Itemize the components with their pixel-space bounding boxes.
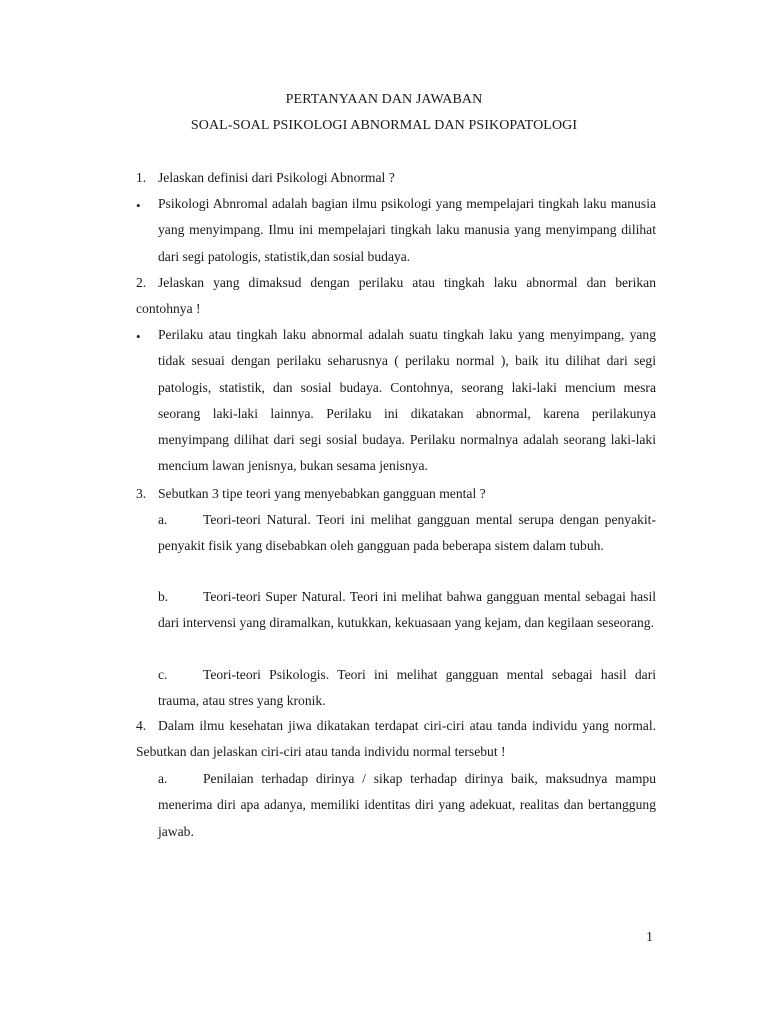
- answer-1-text: Psikologi Abnromal adalah bagian ilmu psikologi yang mempelajari tingkah laku manusia yang menyimpang. Ilmu ini mempelajari tingkah laku manusia yang menyimpang dilihat dari segi patologis, statistik,dan sosial budaya.: [158, 196, 656, 264]
- question-number: 1.: [136, 170, 147, 185]
- question-number: 3.: [136, 486, 147, 501]
- question-2-text: Jelaskan yang dimaksud dengan perilaku atau tingkah laku abnormal dan berikan contohnya !: [136, 275, 656, 317]
- bullet-icon: •: [136, 329, 141, 344]
- answer-3a-text: Teori-teori Natural. Teori ini melihat gangguan mental serupa dengan penyakit-penyakit fisik yang disebabkan oleh gangguan pada beberapa sistem dalam tubuh.: [158, 512, 656, 554]
- list-label: a.: [158, 512, 168, 527]
- document-title-line2: SOAL-SOAL PSIKOLOGI ABNORMAL DAN PSIKOPATOLOGI: [190, 118, 578, 133]
- question-number: 4.: [136, 718, 147, 733]
- list-label: a.: [158, 771, 168, 786]
- page-number: 1: [646, 930, 653, 945]
- answer-2-text: Perilaku atau tingkah laku abnormal adalah suatu tingkah laku yang menyimpang, yang tidak sesuai dengan perilaku seharusnya ( perilaku normal ), baik itu dilihat dari segi patologis, statistik, dan sosial budaya. Contohnya, seorang laki-laki mencium mesra seorang laki-laki lainnya. Perilaku ini dikatakan abnormal, karena perilakunya menyimpang dilihat dari segi sosial budaya. Perilaku normalnya adalah seorang laki-laki mencium lawan jenisnya, bukan sesama jenisnya.: [158, 327, 656, 474]
- question-1-text: Jelaskan definisi dari Psikologi Abnormal ?: [158, 170, 395, 185]
- bullet-icon: •: [136, 198, 141, 213]
- document-title-line1: PERTANYAAN DAN JAWABAN: [285, 92, 483, 107]
- question-3-text: Sebutkan 3 tipe teori yang menyebabkan gangguan mental ?: [158, 486, 486, 501]
- question-4-text: Dalam ilmu kesehatan jiwa dikatakan terdapat ciri-ciri atau tanda individu yang normal. Sebutkan dan jelaskan ciri-ciri atau tanda individu normal tersebut !: [136, 718, 656, 760]
- answer-3c-text: Teori-teori Psikologis. Teori ini melihat gangguan mental sebagai hasil dari trauma, atau stres yang kronik.: [158, 667, 656, 709]
- list-label: c.: [158, 667, 168, 682]
- list-label: b.: [158, 589, 169, 604]
- answer-4a-text: Penilaian terhadap dirinya / sikap terhadap dirinya baik, maksudnya mampu menerima diri apa adanya, memiliki identitas diri yang adekuat, realitas dan bertanggung jawab.: [158, 771, 656, 839]
- question-number: 2.: [136, 275, 147, 290]
- answer-3b-text: Teori-teori Super Natural. Teori ini melihat bahwa gangguan mental sebagai hasil dari intervensi yang diramalkan, kutukkan, kekuasaan yang kejam, dan kegilaan seseorang.: [158, 589, 656, 631]
